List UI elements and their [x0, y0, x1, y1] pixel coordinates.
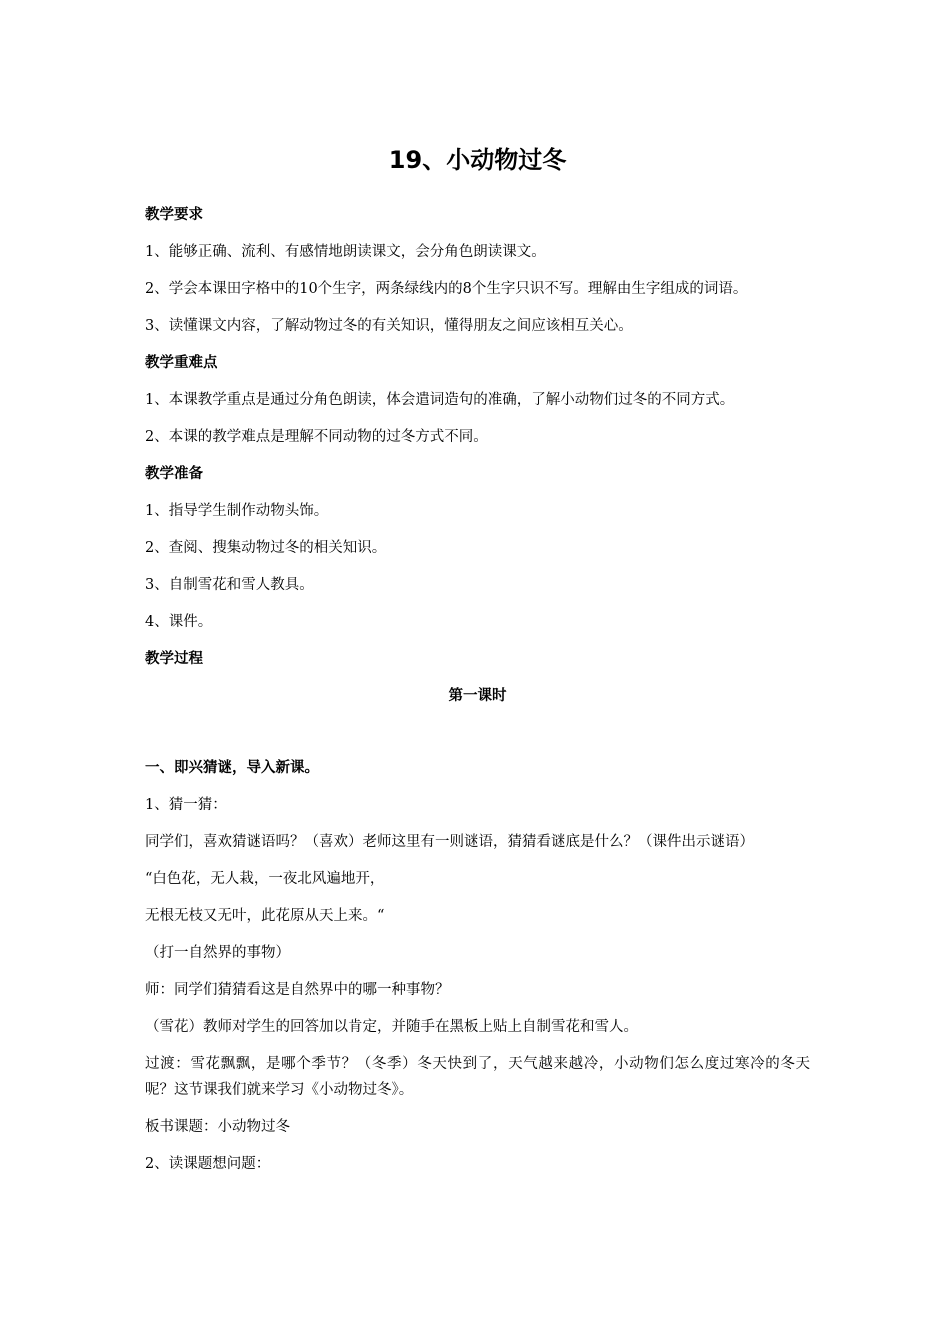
paragraph: 板书课题：小动物过冬	[145, 1119, 290, 1135]
section-heading-process: 教学过程	[145, 651, 203, 667]
section-heading-requirements: 教学要求	[145, 207, 203, 223]
paragraph: 4、课件。	[145, 614, 213, 630]
paragraph: 无根无枝又无叶，此花原从天上来。“	[145, 908, 385, 924]
lesson-heading: 第一课时	[448, 688, 507, 704]
paragraph: 同学们，喜欢猜谜语吗？（喜欢）老师这里有一则谜语，猜猜看谜底是什么？（课件出示谜语）	[145, 834, 754, 850]
document-title: 19、小动物过冬	[388, 146, 567, 174]
paragraph: 师：同学们猜猜看这是自然界中的哪一种事物？	[145, 982, 450, 998]
paragraph: 1、能够正确、流利、有感情地朗读课文，会分角色朗读课文。	[145, 244, 546, 260]
paragraph: 2、学会本课田字格中的10个生字，两条绿线内的8个生字只识不写。理解由生字组成的词语。	[145, 281, 748, 297]
document-content	[145, 140, 810, 1188]
paragraph: 过渡：雪花飘飘，是哪个季节？（冬季）冬天快到了，天气越来越冷，小动物们怎么度过寒冷的冬天呢？这节课我们就来学习《小动物过冬》。	[145, 1056, 810, 1098]
section-heading-key-points: 教学重难点	[145, 355, 218, 371]
paragraph: 2、查阅、搜集动物过冬的相关知识。	[145, 540, 387, 556]
paragraph: （雪花）教师对学生的回答加以肯定，并随手在黑板上贴上自制雪花和雪人。	[145, 1019, 638, 1035]
paragraph: 2、读课题想问题：	[145, 1156, 271, 1172]
paragraph: 1、指导学生制作动物头饰。	[145, 503, 329, 519]
step-heading: 一、即兴猜谜，导入新课。	[145, 760, 319, 776]
paragraph: 1、猜一猜：	[145, 797, 227, 813]
paragraph: 3、自制雪花和雪人教具。	[145, 577, 314, 593]
paragraph: 2、本课的教学难点是理解不同动物的过冬方式不同。	[145, 429, 488, 445]
paragraph: 1、本课教学重点是通过分角色朗读，体会遣词造句的准确，了解小动物们过冬的不同方式。	[145, 392, 735, 408]
paragraph: “白色花，无人栽，一夜北风遍地开，	[145, 871, 385, 887]
section-heading-preparation: 教学准备	[145, 466, 203, 482]
paragraph: 3、读懂课文内容，了解动物过冬的有关知识，懂得朋友之间应该相互关心。	[145, 318, 633, 334]
paragraph: （打一自然界的事物）	[145, 945, 290, 961]
